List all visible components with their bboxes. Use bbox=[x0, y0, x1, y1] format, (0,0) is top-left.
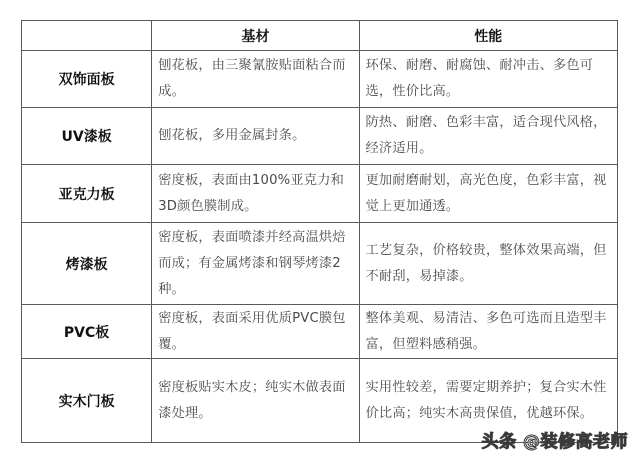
table-row bbox=[22, 51, 618, 108]
panel-performance: 环保、耐磨、耐腐蚀、耐冲击、多色可选，性价比高。 bbox=[359, 51, 617, 108]
panel-name: PVC板 bbox=[22, 305, 152, 359]
table-header-row bbox=[22, 21, 618, 51]
panel-performance: 实用性较差，需要定期养护；复合实木性价比高；纯实木高贵保值，优越环保。 bbox=[359, 359, 617, 443]
panel-name: 双饰面板 bbox=[22, 51, 152, 108]
cabinet-door-panel-comparison-table bbox=[21, 20, 618, 443]
panel-name: 亚克力板 bbox=[22, 165, 152, 223]
panel-name: UV漆板 bbox=[22, 108, 152, 165]
panel-performance: 更加耐磨耐划，高光色度，色彩丰富，视觉上更加通透。 bbox=[359, 165, 617, 223]
panel-performance: 整体美观、易清洁、多色可选而且造型丰富，但塑料感稍强。 bbox=[359, 305, 617, 359]
panel-performance: 工艺复杂，价格较贵，整体效果高端，但不耐刮，易掉漆。 bbox=[359, 223, 617, 305]
source-watermark: 头条 @装修高老师 bbox=[481, 432, 628, 452]
panel-name: 实木门板 bbox=[22, 359, 152, 443]
header-performance: 性能 bbox=[359, 21, 617, 51]
table-row bbox=[22, 108, 618, 165]
panel-name: 烤漆板 bbox=[22, 223, 152, 305]
table-row bbox=[22, 165, 618, 223]
panel-performance: 防热、耐磨、色彩丰富，适合现代风格，经济适用。 bbox=[359, 108, 617, 165]
header-substrate: 基材 bbox=[152, 21, 359, 51]
panel-substrate: 刨花板，多用金属封条。 bbox=[152, 108, 359, 165]
table-row bbox=[22, 305, 618, 359]
panel-substrate: 密度板，表面由100%亚克力和3D颜色膜制成。 bbox=[152, 165, 359, 223]
panel-substrate: 密度板，表面采用优质PVC膜包覆。 bbox=[152, 305, 359, 359]
panel-substrate: 密度板贴实木皮；纯实木做表面漆处理。 bbox=[152, 359, 359, 443]
table-row bbox=[22, 223, 618, 305]
panel-substrate: 刨花板，由三聚氰胺贴面粘合而成。 bbox=[152, 51, 359, 108]
header-empty bbox=[22, 21, 152, 51]
panel-substrate: 密度板，表面喷漆并经高温烘焙而成；有金属烤漆和钢琴烤漆2种。 bbox=[152, 223, 359, 305]
